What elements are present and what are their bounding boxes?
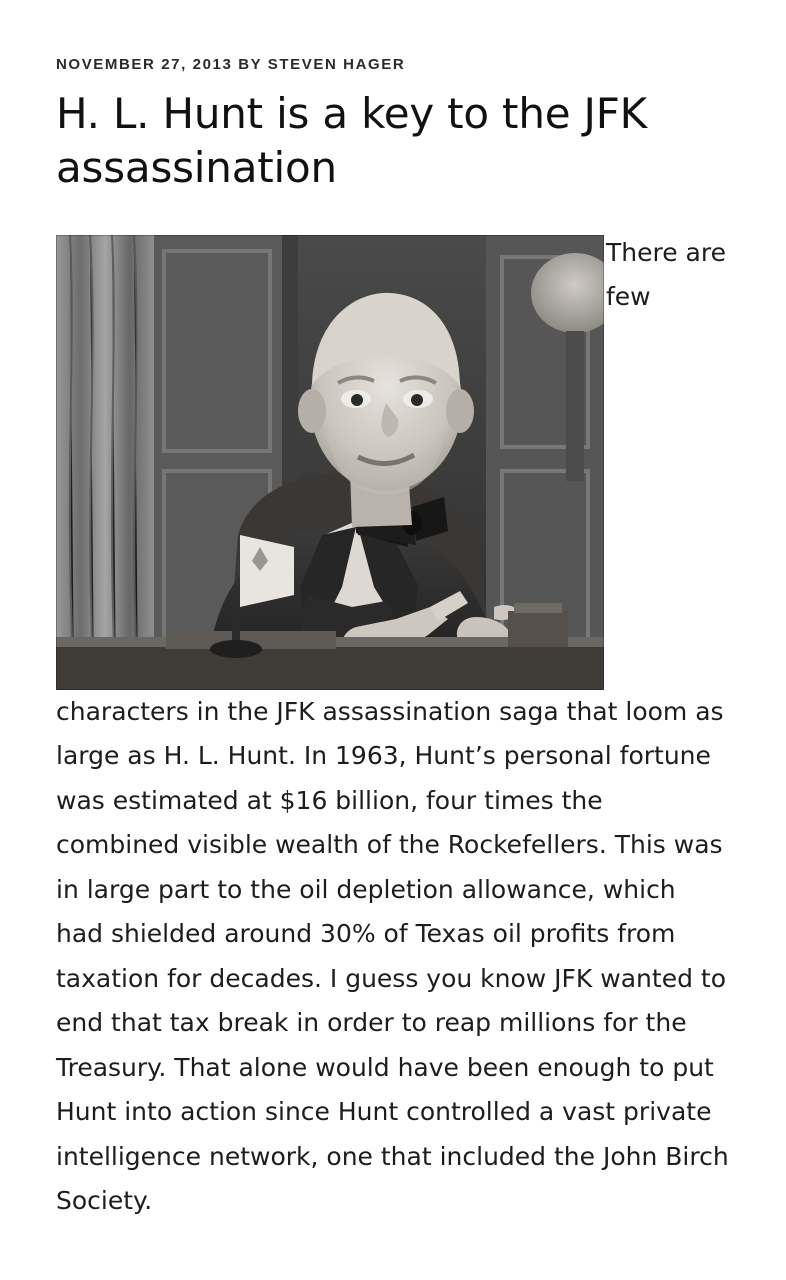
post-meta: [56, 56, 730, 73]
byline-preposition: BY: [238, 56, 262, 73]
article-paragraph: There are few characters in the JFK assassination saga that loom as large as H. L. Hunt. In 1963, Hunt’s personal fortune was estimated at $16 billion, four times the combined visible wealth of the Rockefellers. This was in large part to the oil depletion allowance, which had shielded around 30% of Texas oil profits from taxation for decades. I guess you know JFK wanted to end that tax break in order to reap millions for the Treasury. That alone would have been enough to put Hunt into action since Hunt controlled a vast private intelligence network, one that included the John Birch Society.: [56, 237, 729, 1215]
post-date: NOVEMBER 27, 2013: [56, 56, 233, 73]
article-image: [56, 235, 604, 690]
post-author[interactable]: STEVEN HAGER: [267, 56, 406, 73]
article-body-text: [56, 231, 730, 1224]
page-title: H. L. Hunt is a key to the JFK assassination: [56, 89, 648, 192]
